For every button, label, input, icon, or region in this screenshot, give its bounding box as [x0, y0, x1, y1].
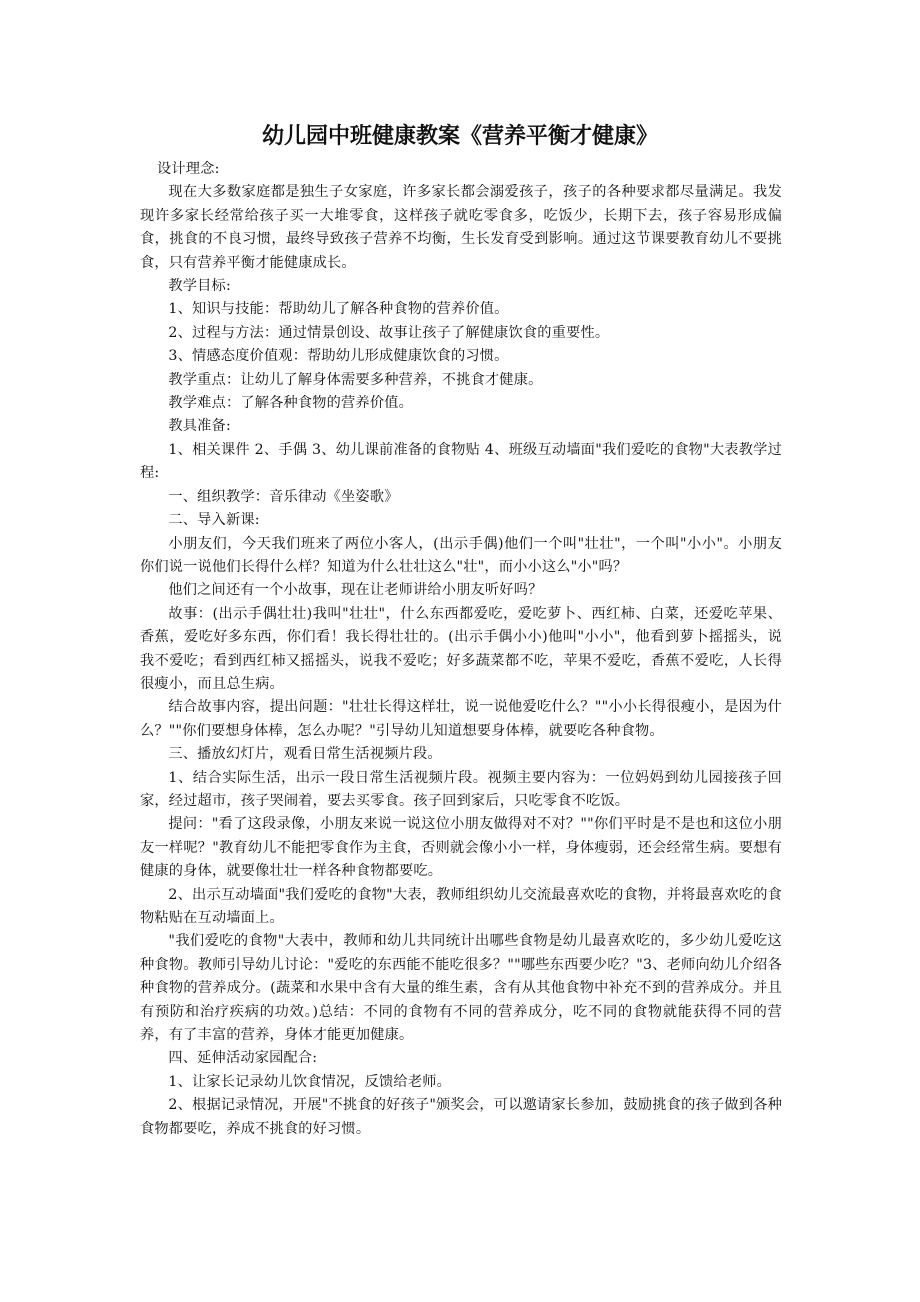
paragraph: 他们之间还有一个小故事，现在让老师讲给小朋友听好吗？ [168, 582, 543, 599]
paragraph: 2、过程与方法：通过情景创设、故事让孩子了解健康饮食的重要性。 [168, 324, 610, 341]
paragraph: 故事：(出示手偶壮壮)我叫"壮壮"，什么东西都爱吃，爱吃萝卜、西红柿、白菜，还爱吃苹果、香蕉，爱吃好多东西，你们看！我长得壮壮的。(出示手偶小小)他叫"小小"，他看到萝卜摇摇头，说我不爱吃；看到西红柿又摇摇头，说我不爱吃；好多蔬菜都不吃，苹果不爱吃，香蕉不爱吃，人长得很瘦小，而且总生病。 [140, 605, 782, 692]
paragraph: 小朋友们，今天我们班来了两位小客人，(出示手偶)他们一个叫"壮壮"，一个叫"小小"。小朋友你们说一说他们长得什么样？知道为什么壮壮这么"壮"，而小小这么"小"吗？ [140, 535, 782, 575]
paragraph: 教学重点：让幼儿了解身体需要多种营养，不挑食才健康。 [168, 371, 543, 388]
paragraph: 教学目标: [168, 278, 231, 295]
paragraph: 3、情感态度价值观：帮助幼儿形成健康饮食的习惯。 [168, 348, 509, 365]
paragraph: 2、根据记录情况，开展"不挑食的好孩子"颁奖会，可以邀请家长参加，鼓励挑食的孩子做到各种食物都要吃，养成不挑食的好习惯。 [140, 1097, 782, 1137]
paragraph: 1、知识与技能：帮助幼儿了解各种食物的营养价值。 [168, 301, 509, 318]
document-title: 幼儿园中班健康教案《营养平衡才健康》 [261, 124, 658, 149]
paragraph: 1、让家长记录幼儿饮食情况，反馈给老师。 [168, 1073, 451, 1090]
paragraph: "我们爱吃的食物"大表中，教师和幼儿共同统计出哪些食物是幼儿最喜欢吃的，多少幼儿爱吃这种食物。教师引导幼儿讨论："爱吃的东西能不能吃很多？""哪些东西要少吃？"3、老师向幼儿介绍各种食物的营养成分。(蔬菜和水果中含有大量的维生素，含有从其他食物中补充不到的营养成分。并且有预防和治疗疾病的功效。)总结：不同的食物有不同的营养成分，吃不同的食物就能获得不同的营养，有了丰富的营养，身体才能更加健康。 [140, 933, 782, 1044]
paragraph: 提问："看了这段录像，小朋友来说一说这位小朋友做得对不对？""你们平时是不是也和这位小朋友一样呢？"教育幼儿不能把零食作为主食，否则就会像小小一样，身体瘦弱，还会经常生病。要想有健康的身体，就要像壮壮一样各种食物都要吃。 [140, 816, 782, 880]
paragraph: 二、导入新课: [168, 512, 260, 529]
paragraph: 教具准备: [168, 418, 231, 435]
paragraph: 一、组织教学：音乐律动《坐姿歌》 [168, 488, 399, 505]
paragraph: 2、出示互动墙面"我们爱吃的食物"大表，教师组织幼儿交流最喜欢吃的食物，并将最喜欢吃的食物粘贴在互动墙面上。 [140, 886, 782, 926]
paragraph: 三、播放幻灯片，观看日常生活视频片段。 [168, 746, 442, 763]
paragraph: 1、结合实际生活，出示一段日常生活视频片段。视频主要内容为：一位妈妈到幼儿园接孩子回家，经过超市，孩子哭闹着，要去买零食。孩子回到家后，只吃零食不吃饭。 [140, 769, 782, 809]
paragraph: 1、相关课件 2、手偶 3、幼儿课前准备的食物贴 4、班级互动墙面"我们爱吃的食物"大表教学过程: [140, 441, 782, 482]
paragraph: 现在大多数家庭都是独生子女家庭，许多家长都会溺爱孩子，孩子的各种要求都尽量满足。我发现许多家长经常给孩子买一大堆零食，这样孩子就吃零食多，吃饭少，长期下去，孩子容易形成偏食，挑食的不良习惯，最终导致孩子营养不均衡，生长发育受到影响。通过这节课要教育幼儿不要挑食，只有营养平衡才能健康成长。 [140, 184, 782, 271]
paragraph: 结合故事内容，提出问题："壮壮长得这样壮，说一说他爱吃什么？""小小长得很瘦小，是因为什么？""你们要想身体棒，怎么办呢？"引导幼儿知道想要身体棒，就要吃各种食物。 [140, 699, 782, 739]
paragraph: 教学难点：了解各种食物的营养价值。 [168, 395, 413, 412]
paragraph: 四、延伸活动家园配合: [168, 1050, 318, 1067]
document-body [140, 158, 782, 1141]
paragraph: 设计理念: [157, 161, 220, 177]
